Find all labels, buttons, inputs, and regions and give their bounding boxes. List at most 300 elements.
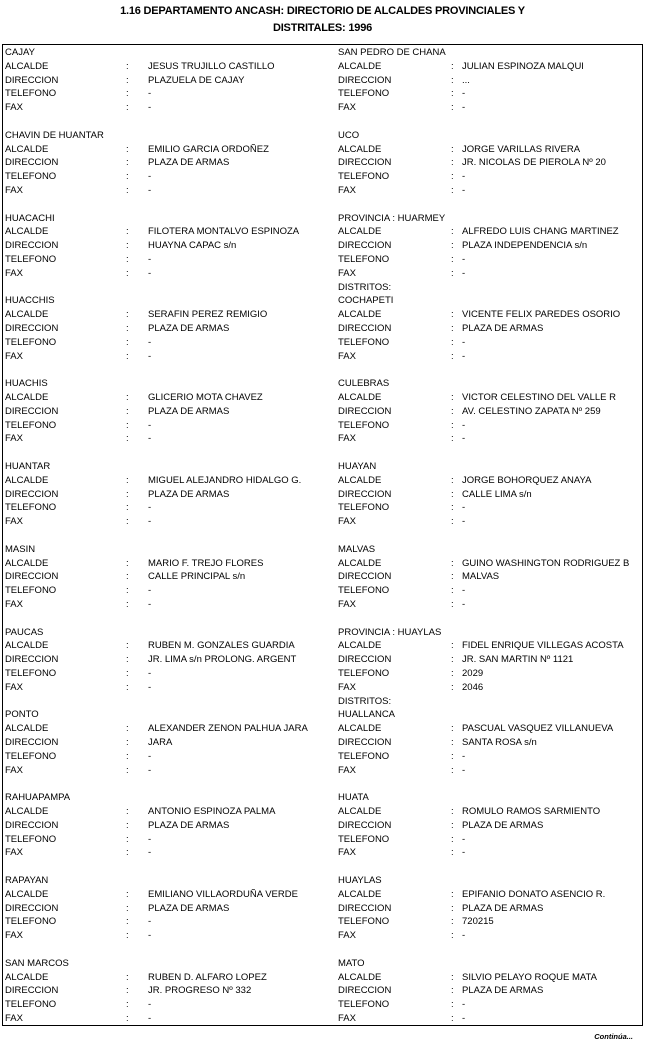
left-colon-separator: : <box>126 599 129 610</box>
left-colon-separator: : <box>126 833 129 845</box>
left-colon-separator: : <box>126 806 129 817</box>
left-field-value: - <box>148 171 152 183</box>
left-field-value: - <box>148 88 152 100</box>
left-field-label: TELEFONO <box>5 668 57 679</box>
table-row <box>3 377 642 391</box>
right-field-value: PLAZA DE ARMAS <box>462 985 544 997</box>
table-row <box>3 515 642 529</box>
left-district-name: RAHUAPAMPA <box>5 792 71 804</box>
right-colon-separator: : <box>451 157 454 169</box>
table-row <box>3 543 642 557</box>
left-field-label: TELEFONO <box>5 833 57 845</box>
right-field-label: DIRECCION <box>338 571 392 583</box>
table-row <box>3 322 642 336</box>
left-field-label: TELEFONO <box>5 254 57 265</box>
left-field-value: - <box>148 419 152 431</box>
left-district-name: HUACCHIS <box>5 295 55 307</box>
right-district-name: PROVINCIA : HUAYLAS <box>338 626 442 638</box>
right-field-value: VICENTE FELIX PAREDES OSORIO <box>462 309 621 321</box>
right-field-value: AV. CELESTINO ZAPATA Nº 259 <box>462 405 601 417</box>
left-field-value: - <box>148 930 152 942</box>
left-colon-separator: : <box>126 240 129 252</box>
table-row <box>3 750 642 764</box>
right-field-label: TELEFONO <box>338 750 390 762</box>
left-colon-separator: : <box>126 654 129 666</box>
right-field-label: DIRECCION <box>338 902 392 914</box>
right-field-label: FAX <box>338 764 356 776</box>
right-field-label: DIRECCION <box>338 240 392 252</box>
table-row <box>3 474 642 488</box>
left-field-label: TELEFONO <box>5 419 57 431</box>
right-field-label: ALCALDE <box>338 640 382 652</box>
table-row <box>3 432 642 446</box>
right-colon-separator: : <box>451 392 454 403</box>
table-row <box>3 46 642 60</box>
left-field-value: ALEXANDER ZENON PALHUA JARA <box>148 723 308 735</box>
table-row <box>3 446 642 460</box>
left-colon-separator: : <box>126 171 129 183</box>
left-field-value: MARIO F. TREJO FLORES <box>148 557 264 569</box>
right-field-label: ALCALDE <box>338 971 382 983</box>
left-field-label: FAX <box>5 516 23 528</box>
right-field-value: - <box>462 930 466 942</box>
table-row <box>3 695 642 709</box>
left-district-name: HUACACHI <box>5 212 55 224</box>
left-field-value: RUBEN D. ALFARO LOPEZ <box>148 971 267 983</box>
left-field-value: - <box>148 681 152 693</box>
right-colon-separator: : <box>451 819 454 831</box>
left-field-value: PLAZA DE ARMAS <box>148 902 230 914</box>
left-field-value: - <box>148 502 152 514</box>
table-row <box>3 129 642 143</box>
left-colon-separator: : <box>126 640 129 652</box>
right-colon-separator: : <box>451 916 454 928</box>
continue-note: Continúa... <box>594 1032 633 1041</box>
right-field-value: SANTA ROSA s/n <box>462 737 537 748</box>
left-colon-separator: : <box>126 916 129 928</box>
table-row <box>3 984 642 998</box>
left-field-value: EMILIO GARCIA ORDOÑEZ <box>148 143 269 155</box>
left-field-value: JARA <box>148 737 173 748</box>
right-field-label: ALCALDE <box>338 143 382 155</box>
right-district-name: PROVINCIA : HUARMEY <box>338 212 446 224</box>
left-field-label: DIRECCION <box>5 405 59 417</box>
right-field-value: - <box>462 764 466 776</box>
right-field-value: ALFREDO LUIS CHANG MARTINEZ <box>462 226 619 238</box>
right-colon-separator: : <box>451 999 454 1011</box>
left-field-value: - <box>148 1013 152 1024</box>
right-field-value: GUINO WASHINGTON RODRIGUEZ B <box>462 557 630 569</box>
left-field-value: - <box>148 254 152 265</box>
right-field-value: SILVIO PELAYO ROQUE MATA <box>462 971 597 983</box>
right-field-label: DIRECCION <box>338 157 392 169</box>
right-field-label: DIRECCION <box>338 737 392 748</box>
right-colon-separator: : <box>451 557 454 569</box>
left-field-value: JESUS TRUJILLO CASTILLO <box>148 60 275 72</box>
right-colon-separator: : <box>451 60 454 72</box>
left-colon-separator: : <box>126 971 129 983</box>
table-row <box>3 294 642 308</box>
left-district-name: MASIN <box>5 543 36 555</box>
table-row <box>3 681 642 695</box>
table-row <box>3 584 642 598</box>
right-field-label: TELEFONO <box>338 171 390 183</box>
right-field-value: - <box>462 419 466 431</box>
table-row <box>3 722 642 736</box>
right-colon-separator: : <box>451 833 454 845</box>
right-field-label: TELEFONO <box>338 419 390 431</box>
table-row <box>3 860 642 874</box>
table-row <box>3 874 642 888</box>
left-colon-separator: : <box>126 254 129 265</box>
left-field-label: FAX <box>5 681 23 693</box>
left-colon-separator: : <box>126 185 129 196</box>
table-row <box>3 915 642 929</box>
left-colon-separator: : <box>126 723 129 735</box>
left-field-value: FILOTERA MONTALVO ESPINOZA <box>148 226 300 238</box>
right-colon-separator: : <box>451 971 454 983</box>
right-field-label: FAX <box>338 930 356 942</box>
right-field-label: DIRECCION <box>338 323 392 334</box>
right-field-label: ALCALDE <box>338 557 382 569</box>
left-colon-separator: : <box>126 157 129 169</box>
left-field-label: TELEFONO <box>5 88 57 100</box>
right-field-label: FAX <box>338 267 356 279</box>
right-field-value: - <box>462 350 466 362</box>
left-field-label: TELEFONO <box>5 585 57 597</box>
right-field-label: TELEFONO <box>338 336 390 348</box>
table-row <box>3 184 642 198</box>
right-field-label: DIRECCION <box>338 74 392 86</box>
left-field-value: - <box>148 916 152 928</box>
table-row <box>3 598 642 612</box>
left-field-label: FAX <box>5 764 23 776</box>
right-field-value: - <box>462 999 466 1011</box>
left-field-label: FAX <box>5 102 23 114</box>
left-field-label: ALCALDE <box>5 888 49 900</box>
left-field-label: DIRECCION <box>5 654 59 666</box>
right-colon-separator: : <box>451 143 454 155</box>
table-row <box>3 74 642 88</box>
left-colon-separator: : <box>126 750 129 762</box>
right-field-label: FAX <box>338 1013 356 1024</box>
right-colon-separator: : <box>451 806 454 817</box>
left-colon-separator: : <box>126 143 129 155</box>
left-field-label: FAX <box>5 1013 23 1024</box>
right-field-value: PASCUAL VASQUEZ VILLANUEVA <box>462 723 614 735</box>
left-field-value: PLAZA DE ARMAS <box>148 405 230 417</box>
table-row <box>3 570 642 584</box>
left-field-value: SERAFIN PEREZ REMIGIO <box>148 309 268 321</box>
right-field-label: FAX <box>338 599 356 610</box>
left-district-name: HUACHIS <box>5 378 48 390</box>
table-row <box>3 419 642 433</box>
right-colon-separator: : <box>451 750 454 762</box>
table-row <box>3 143 642 157</box>
left-field-label: TELEFONO <box>5 916 57 928</box>
right-colon-separator: : <box>451 930 454 942</box>
table-row <box>3 929 642 943</box>
left-colon-separator: : <box>126 819 129 831</box>
left-colon-separator: : <box>126 930 129 942</box>
right-colon-separator: : <box>451 419 454 431</box>
table-row <box>3 156 642 170</box>
left-field-value: - <box>148 185 152 196</box>
right-colon-separator: : <box>451 723 454 735</box>
right-colon-separator: : <box>451 226 454 238</box>
right-colon-separator: : <box>451 764 454 776</box>
left-field-label: ALCALDE <box>5 474 49 486</box>
table-row <box>3 198 642 212</box>
left-field-label: DIRECCION <box>5 323 59 334</box>
right-colon-separator: : <box>451 254 454 265</box>
right-field-value: - <box>462 88 466 100</box>
right-field-value: CALLE LIMA s/n <box>462 488 532 500</box>
right-field-label: TELEFONO <box>338 254 390 265</box>
right-field-label: DIRECCION <box>338 488 392 500</box>
left-field-label: DIRECCION <box>5 819 59 831</box>
right-field-value: - <box>462 599 466 610</box>
left-field-value: JR. PROGRESO Nº 332 <box>148 985 252 997</box>
left-colon-separator: : <box>126 433 129 445</box>
right-field-value: JULIAN ESPINOZA MALQUI <box>462 60 584 72</box>
right-field-value: PLAZA DE ARMAS <box>462 323 544 334</box>
left-field-value: HUAYNA CAPAC s/n <box>148 240 237 252</box>
table-row <box>3 363 642 377</box>
left-field-label: DIRECCION <box>5 902 59 914</box>
right-district-name: HUAYLAS <box>338 875 382 886</box>
right-field-value: PLAZA DE ARMAS <box>462 819 544 831</box>
left-field-value: - <box>148 516 152 528</box>
right-field-value: 2046 <box>462 681 484 693</box>
left-district-name: CHAVIN DE HUANTAR <box>5 129 104 141</box>
right-colon-separator: : <box>451 599 454 610</box>
right-field-value: - <box>462 254 466 265</box>
table-row <box>3 529 642 543</box>
left-colon-separator: : <box>126 309 129 321</box>
table-row <box>3 791 642 805</box>
right-field-value: - <box>462 267 466 279</box>
left-colon-separator: : <box>126 847 129 859</box>
left-colon-separator: : <box>126 488 129 500</box>
table-row <box>3 460 642 474</box>
right-district-name: HUALLANCA <box>338 709 396 721</box>
table-row <box>3 667 642 681</box>
table-row <box>3 350 642 364</box>
right-colon-separator: : <box>451 171 454 183</box>
right-field-label: TELEFONO <box>338 999 390 1011</box>
left-colon-separator: : <box>126 405 129 417</box>
left-field-value: PLAZA DE ARMAS <box>148 819 230 831</box>
right-district-name: DISTRITOS: <box>338 695 392 707</box>
directory-table <box>2 44 643 1026</box>
left-field-value: PLAZUELA DE CAJAY <box>148 74 245 86</box>
left-field-label: FAX <box>5 599 23 610</box>
right-field-label: ALCALDE <box>338 60 382 72</box>
table-row <box>3 405 642 419</box>
left-field-label: TELEFONO <box>5 999 57 1011</box>
right-field-value: MALVAS <box>462 571 500 583</box>
right-field-value: VICTOR CELESTINO DEL VALLE R <box>462 392 616 403</box>
left-colon-separator: : <box>126 681 129 693</box>
right-field-label: ALCALDE <box>338 806 382 817</box>
left-field-value: PLAZA DE ARMAS <box>148 488 230 500</box>
left-field-label: DIRECCION <box>5 240 59 252</box>
right-field-value: - <box>462 833 466 845</box>
right-field-value: - <box>462 1013 466 1024</box>
left-colon-separator: : <box>126 88 129 100</box>
left-colon-separator: : <box>126 902 129 914</box>
right-colon-separator: : <box>451 405 454 417</box>
right-colon-separator: : <box>451 240 454 252</box>
left-field-value: RUBEN M. GONZALES GUARDIA <box>148 640 295 652</box>
left-field-value: - <box>148 599 152 610</box>
right-field-value: - <box>462 750 466 762</box>
right-field-value: JORGE BOHORQUEZ ANAYA <box>462 474 592 486</box>
left-field-value: - <box>148 102 152 114</box>
table-row <box>3 501 642 515</box>
right-colon-separator: : <box>451 985 454 997</box>
left-colon-separator: : <box>126 557 129 569</box>
right-colon-separator: : <box>451 1013 454 1024</box>
left-field-value: - <box>148 999 152 1011</box>
left-field-label: ALCALDE <box>5 226 49 238</box>
right-district-name: DISTRITOS: <box>338 281 392 293</box>
right-field-value: - <box>462 336 466 348</box>
table-row <box>3 239 642 253</box>
left-field-value: - <box>148 668 152 679</box>
left-field-value: - <box>148 764 152 776</box>
left-field-label: ALCALDE <box>5 143 49 155</box>
left-field-value: CALLE PRINCIPAL s/n <box>148 571 246 583</box>
left-field-label: FAX <box>5 930 23 942</box>
right-field-label: TELEFONO <box>338 668 390 679</box>
left-field-value: GLICERIO MOTA CHAVEZ <box>148 392 263 403</box>
right-field-label: TELEFONO <box>338 585 390 597</box>
right-field-label: TELEFONO <box>338 88 390 100</box>
right-field-label: TELEFONO <box>338 916 390 928</box>
right-field-label: FAX <box>338 516 356 528</box>
left-colon-separator: : <box>126 999 129 1011</box>
left-field-label: ALCALDE <box>5 557 49 569</box>
right-field-label: FAX <box>338 350 356 362</box>
table-row <box>3 653 642 667</box>
table-row <box>3 87 642 101</box>
table-row <box>3 764 642 778</box>
left-field-label: ALCALDE <box>5 640 49 652</box>
table-row <box>3 777 642 791</box>
right-field-label: ALCALDE <box>338 309 382 321</box>
table-row <box>3 943 642 957</box>
right-field-label: DIRECCION <box>338 654 392 666</box>
right-field-label: ALCALDE <box>338 888 382 900</box>
table-row <box>3 308 642 322</box>
left-field-value: EMILIANO VILLAORDUÑA VERDE <box>148 888 298 900</box>
left-field-label: DIRECCION <box>5 985 59 997</box>
right-colon-separator: : <box>451 571 454 583</box>
left-field-label: FAX <box>5 267 23 279</box>
table-row <box>3 1012 642 1026</box>
right-field-value: JORGE VARILLAS RIVERA <box>462 143 581 155</box>
table-row <box>3 998 642 1012</box>
left-colon-separator: : <box>126 737 129 748</box>
right-field-label: DIRECCION <box>338 819 392 831</box>
right-field-label: FAX <box>338 681 356 693</box>
right-field-label: ALCALDE <box>338 392 382 403</box>
left-colon-separator: : <box>126 323 129 334</box>
left-colon-separator: : <box>126 60 129 72</box>
right-field-label: FAX <box>338 102 356 114</box>
right-field-value: 720215 <box>462 916 494 928</box>
left-district-name: SAN MARCOS <box>5 957 69 969</box>
table-row <box>3 639 642 653</box>
right-colon-separator: : <box>451 102 454 114</box>
left-colon-separator: : <box>126 226 129 238</box>
table-row <box>3 60 642 74</box>
right-field-value: - <box>462 185 466 196</box>
right-field-label: FAX <box>338 847 356 859</box>
right-field-value: ... <box>462 74 470 86</box>
right-colon-separator: : <box>451 737 454 748</box>
right-colon-separator: : <box>451 585 454 597</box>
left-field-label: DIRECCION <box>5 488 59 500</box>
table-row <box>3 805 642 819</box>
right-colon-separator: : <box>451 668 454 679</box>
table-row <box>3 819 642 833</box>
right-colon-separator: : <box>451 267 454 279</box>
right-field-value: - <box>462 502 466 514</box>
left-colon-separator: : <box>126 336 129 348</box>
left-field-label: FAX <box>5 350 23 362</box>
right-colon-separator: : <box>451 902 454 914</box>
page-title: 1.16 DEPARTAMENTO ANCASH: DIRECTORIO DE ALCALDES PROVINCIALES Y <box>120 5 525 17</box>
right-district-name: COCHAPETI <box>338 295 394 307</box>
right-field-value: PLAZA DE ARMAS <box>462 902 544 914</box>
table-row <box>3 708 642 722</box>
left-colon-separator: : <box>126 585 129 597</box>
right-district-name: HUAYAN <box>338 461 377 472</box>
right-field-value: - <box>462 433 466 445</box>
right-field-label: TELEFONO <box>338 833 390 845</box>
table-row <box>3 212 642 226</box>
table-row <box>3 557 642 571</box>
table-row <box>3 170 642 184</box>
left-district-name: CAJAY <box>5 47 35 58</box>
right-field-value: ROMULO RAMOS SARMIENTO <box>462 806 601 817</box>
table-row <box>3 101 642 115</box>
left-colon-separator: : <box>126 392 129 403</box>
left-field-label: TELEFONO <box>5 750 57 762</box>
left-field-value: - <box>148 750 152 762</box>
right-colon-separator: : <box>451 654 454 666</box>
left-field-label: FAX <box>5 433 23 445</box>
left-field-label: ALCALDE <box>5 392 49 403</box>
left-field-label: TELEFONO <box>5 502 57 514</box>
table-row <box>3 225 642 239</box>
right-field-value: FIDEL ENRIQUE VILLEGAS ACOSTA <box>462 640 624 652</box>
left-field-label: DIRECCION <box>5 157 59 169</box>
table-row <box>3 488 642 502</box>
left-field-value: - <box>148 847 152 859</box>
right-field-value: - <box>462 847 466 859</box>
right-field-value: EPIFANIO DONATO ASENCIO R. <box>462 888 606 900</box>
table-row <box>3 267 642 281</box>
right-district-name: MATO <box>338 957 365 969</box>
left-colon-separator: : <box>126 1013 129 1024</box>
right-field-label: ALCALDE <box>338 723 382 735</box>
left-field-label: DIRECCION <box>5 74 59 86</box>
left-colon-separator: : <box>126 571 129 583</box>
